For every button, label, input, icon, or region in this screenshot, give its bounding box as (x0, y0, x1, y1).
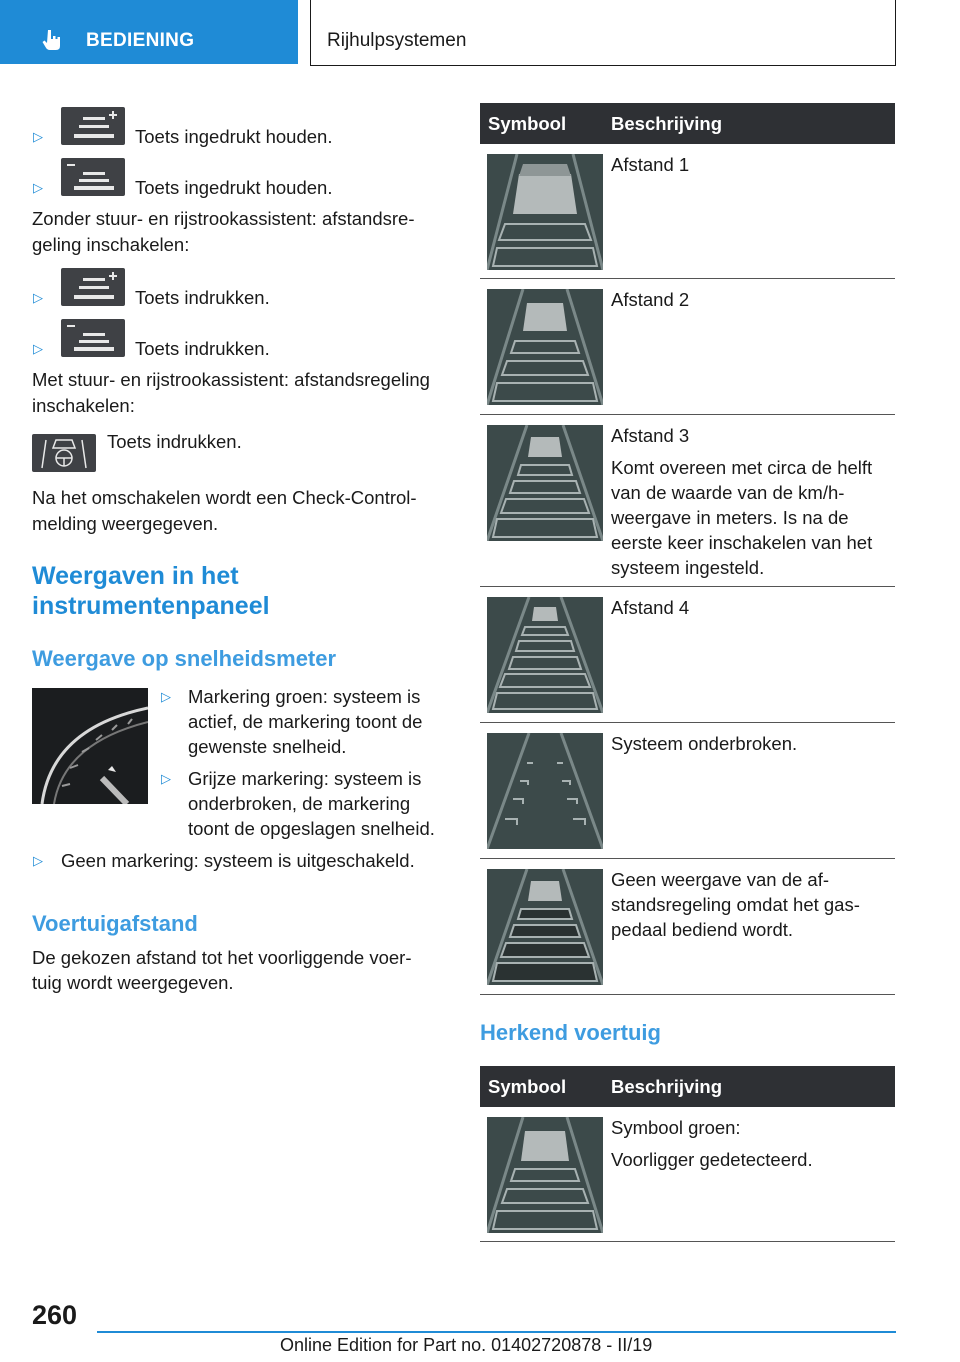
subsection-heading: Weergave op snelheidsmeter (32, 646, 337, 671)
paragraph: De gekozen afstand tot het voorliggende voer- (32, 947, 412, 968)
row-description: Symbool groen: (611, 1117, 741, 1138)
table-row (480, 144, 895, 279)
row-description: Komt overeen met circa de helft van de waarde van de km/h-weergave in meters. Is na de eerste keer inschakelen van het systeem ingesteld. (611, 457, 873, 578)
paragraph: inschakelen: (32, 395, 135, 416)
table-header (480, 1066, 895, 1107)
column-header-description: Beschrijving (611, 1076, 723, 1097)
distance-increase-key-icon (61, 107, 125, 145)
paragraph: Na het omschakelen wordt een Check-Control- (32, 487, 417, 508)
bullet-icon: ▷ (161, 689, 171, 704)
table-row (480, 1107, 895, 1242)
row-description: Afstand 4 (611, 597, 690, 618)
chapter-title: Rijhulpsystemen (327, 30, 467, 51)
system-interrupted-icon (487, 733, 603, 849)
bullet-icon: ▷ (161, 771, 171, 786)
table-row (480, 859, 895, 995)
table-row (480, 587, 895, 723)
footer-divider (97, 1331, 896, 1333)
paragraph: tuig wordt weergegeven. (32, 972, 234, 993)
bullet-icon: ▷ (33, 853, 43, 868)
column-header-symbol: Symbool (488, 1076, 567, 1097)
bullet-text: onderbroken, de markering (188, 793, 411, 814)
chapter-header (310, 0, 896, 66)
bullet-icon: ▷ (33, 341, 43, 356)
hand-pointer-icon (40, 28, 64, 52)
distance-increase-key-icon (61, 268, 125, 306)
subsection-heading: Voertuigafstand (32, 911, 198, 936)
speedometer-image (32, 688, 148, 804)
table-row (480, 723, 895, 859)
bullet-text: Geen markering: systeem is uitgeschakeld. (61, 850, 415, 871)
distance-2-icon (487, 289, 603, 405)
table-row (480, 415, 895, 587)
key1-text: Toets ingedrukt houden. (135, 126, 333, 147)
distance-decrease-key-icon (61, 319, 125, 357)
distance-decrease-key-icon (61, 158, 125, 196)
table-header (480, 103, 895, 144)
paragraph: Zonder stuur- en rijstrookassistent: afstandsre- (32, 208, 415, 229)
subsection-heading: Herkend voertuig (480, 1020, 661, 1045)
bullet-icon: ▷ (33, 129, 43, 144)
bullet-text: Markering groen: systeem is (188, 686, 421, 707)
row-description: Afstand 2 (611, 289, 690, 310)
bullet-icon: ▷ (33, 180, 43, 195)
paragraph: melding weergegeven. (32, 513, 219, 534)
row-description: Geen weergave van de af-standsregeling omdat het gas-pedaal bediend wordt. (611, 869, 860, 940)
section-heading: instrumentenpaneel (32, 592, 270, 620)
bullet-text: actief, de markering toont de (188, 711, 423, 732)
key2-text: Toets ingedrukt houden. (135, 177, 333, 198)
row-description: Voorligger gedetecteerd. (611, 1149, 813, 1170)
row-description: Systeem onderbroken. (611, 733, 798, 754)
steering-assistant-key-icon (32, 434, 96, 472)
key3-text: Toets indrukken. (135, 287, 270, 308)
row-description: Afstand 3 (611, 425, 690, 446)
key5-text: Toets indrukken. (107, 431, 242, 452)
bullet-text: Grijze markering: systeem is (188, 768, 422, 789)
column-header-symbol: Symbool (488, 113, 567, 134)
row-description: Afstand 1 (611, 154, 690, 175)
table-row (480, 279, 895, 415)
key4-text: Toets indrukken. (135, 338, 270, 359)
section-heading: Weergaven in het (32, 562, 239, 590)
gas-pedal-icon (487, 869, 603, 985)
distance-1-icon (487, 154, 603, 270)
footer-edition: Online Edition for Part no. 01402720878 - II/19 (280, 1335, 653, 1355)
section-title: BEDIENING (86, 30, 195, 51)
distance-3-icon (487, 425, 603, 541)
bullet-text: toont de opgeslagen snelheid. (188, 818, 435, 839)
paragraph: geling inschakelen: (32, 234, 190, 255)
section-tab[interactable] (0, 0, 298, 64)
column-header-description: Beschrijving (611, 113, 723, 134)
page-number: 260 (32, 1300, 78, 1330)
vehicle-detected-icon (487, 1117, 603, 1233)
bullet-text: gewenste snelheid. (188, 736, 347, 757)
distance-4-icon (487, 597, 603, 713)
bullet-icon: ▷ (33, 290, 43, 305)
paragraph: Met stuur- en rijstrookassistent: afstandsregeling (32, 369, 430, 390)
